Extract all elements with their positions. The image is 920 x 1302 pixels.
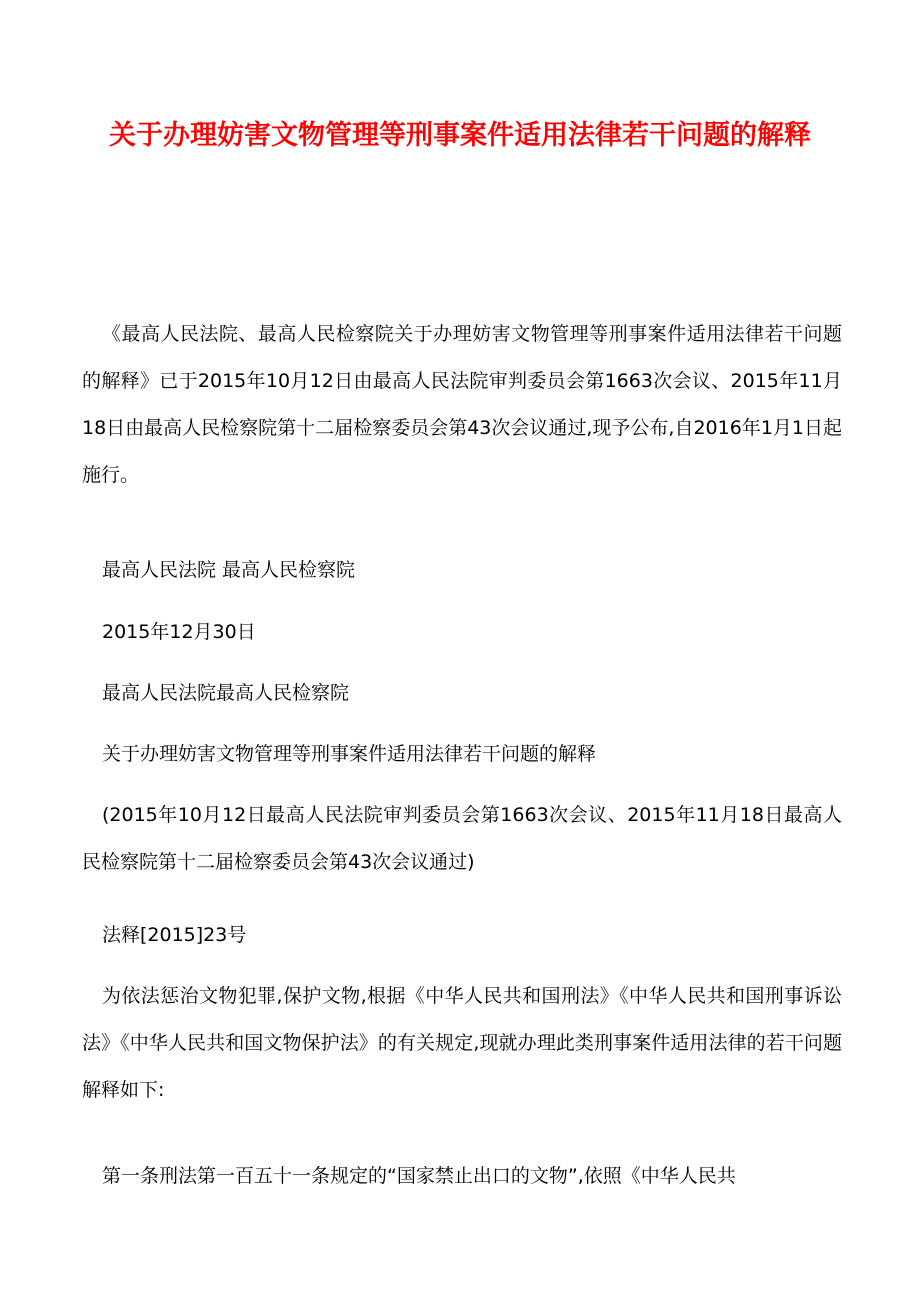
article-1-text: 第一条刑法第一百五十一条规定的“国家禁止出口的文物”,依照《中华人民共 — [102, 1165, 736, 1187]
doc-number-line — [82, 912, 842, 959]
subtitle-text: 关于办理妨害文物管理等刑事案件适用法律若干问题的解释 — [102, 743, 597, 765]
issuers-text: 最高人民法院 最高人民检察院 — [102, 559, 356, 581]
article-1-line — [82, 1153, 842, 1200]
issuers-line — [82, 547, 842, 594]
preamble-paragraph: 为依法惩治文物犯罪,保护文物,根据《中华人民共和国刑法》《中华人民共和国刑事诉讼法》《中华人民共和国文物保护法》的有关规定,现就办理此类刑事案件适用法律的若干问题解释如下: — [82, 985, 842, 1101]
issuers-line-2 — [82, 670, 842, 717]
subtitle-line — [82, 731, 842, 778]
meeting-note: (2015年10月12日最高人民法院审判委员会第1663次会议、2015年11月18日最高人民检察院第十二届检察委员会第43次会议通过) — [82, 804, 842, 873]
date-text: 2015年12月30日 — [102, 621, 256, 643]
date-line — [82, 609, 842, 656]
intro-paragraph: 《最高人民法院、最高人民检察院关于办理妨害文物管理等刑事案件适用法律若干问题的解释》已于2015年10月12日由最高人民法院审判委员会第1663次会议、2015年11月18日由最高人民检察院第十二届检察委员会第43次会议通过,现予公布,自2016年1月1日起施行。 — [82, 323, 842, 486]
issuers-text-2: 最高人民法院最高人民检察院 — [102, 682, 350, 704]
doc-number-text: 法释[2015]23号 — [102, 924, 247, 946]
document-title: 关于办理妨害文物管理等刑事案件适用法律若干问题的解释 — [109, 120, 811, 151]
